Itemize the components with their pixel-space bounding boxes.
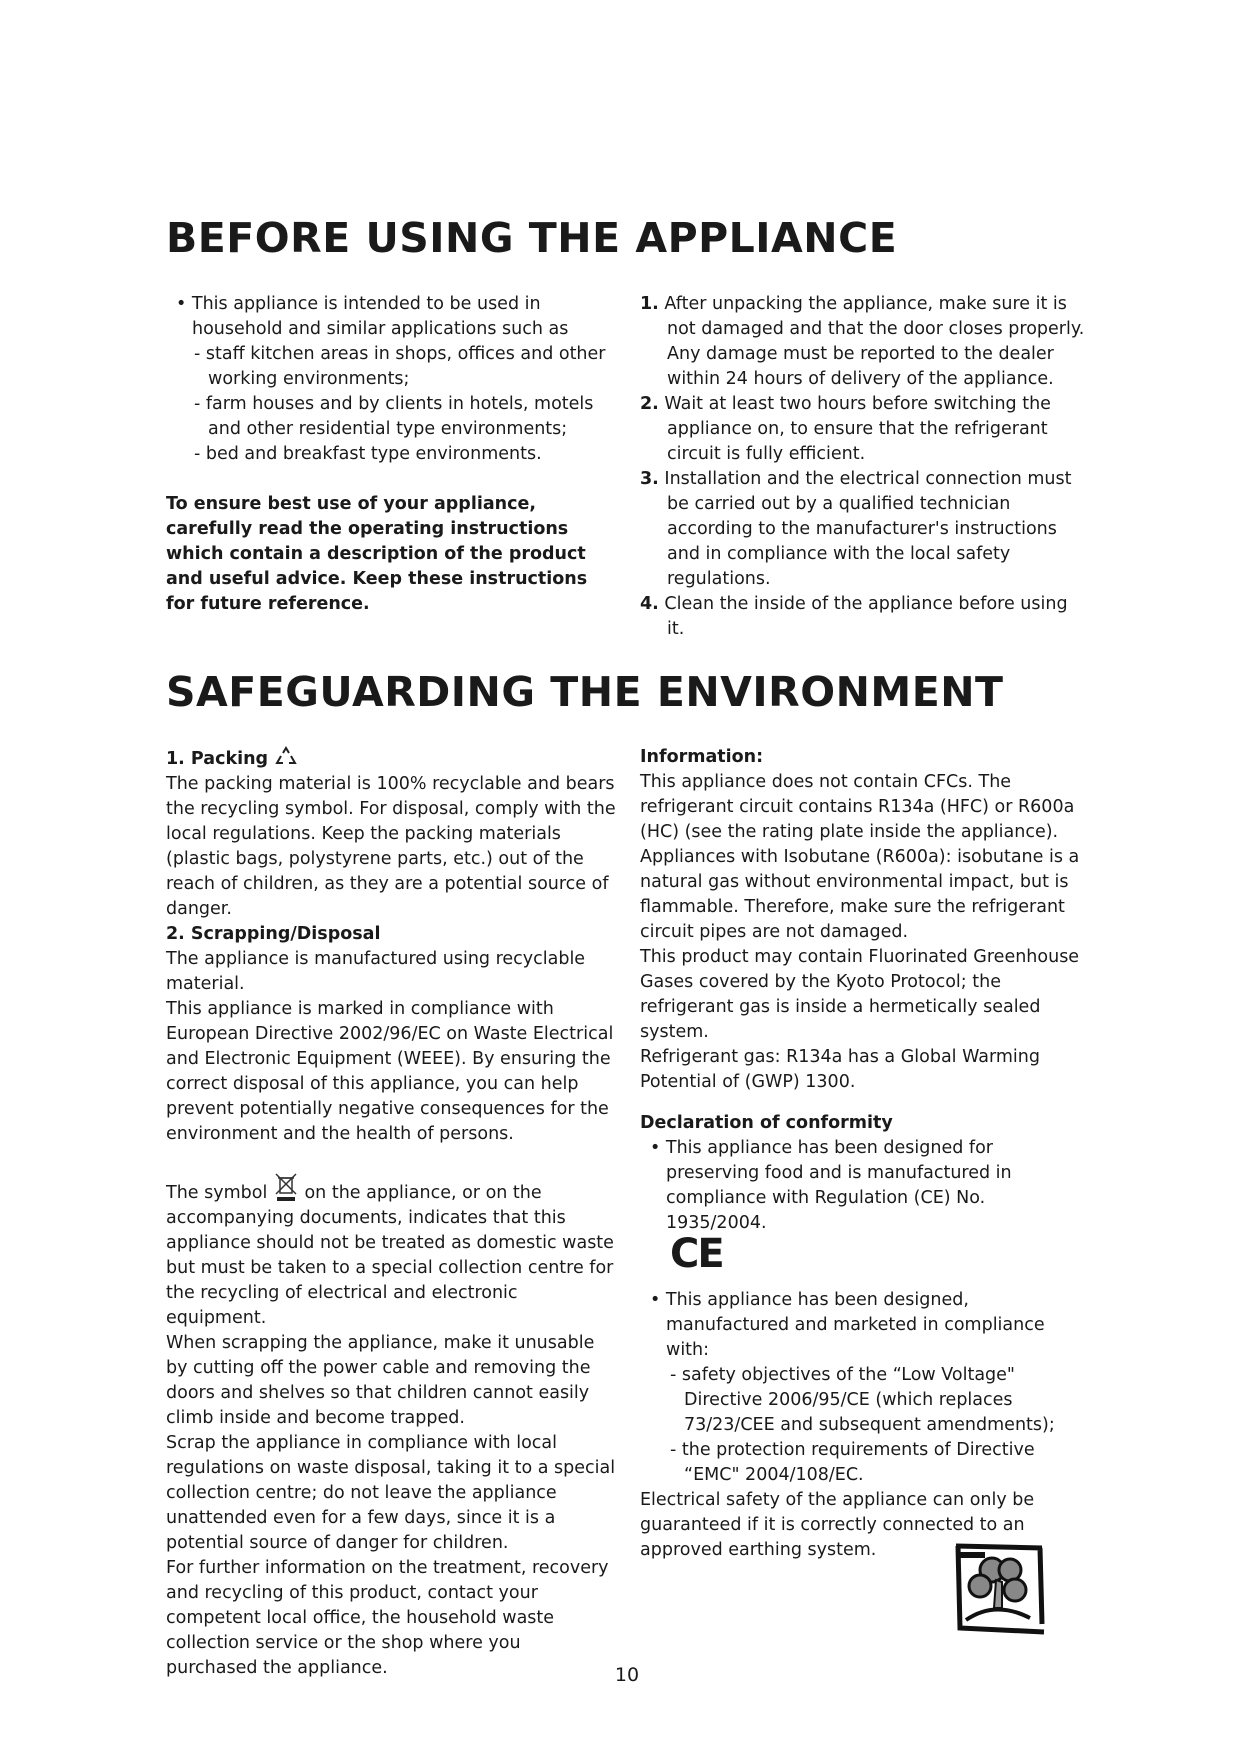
- before-using-right-column: [640, 292, 1085, 642]
- scrapping-paragraph: This appliance is marked in compliance with European Directive 2002/96/EC on Waste Electrical and Electronic Equipment (WEEE). By ensuring the correct disposal of this appliance, you can help prevent potentially negative consequences for the environment and the health of persons.: [166, 999, 614, 1144]
- ce-mark-icon: CE: [670, 1231, 723, 1277]
- recycling-icon: [274, 745, 298, 767]
- packing-text: The packing material is 100% recyclable and bears the recycling symbol. For disposal, comply with the local regulations. Keep the packing materials (plastic bags, polystyrene parts, etc.) out of the reach of children, as they are a potential source of danger.: [166, 774, 616, 919]
- step-item: [640, 392, 1085, 467]
- intended-use-text: This appliance is intended to be used in household and similar applications such as: [191, 294, 569, 339]
- section-title-environment: SAFEGUARDING THE ENVIRONMENT: [166, 668, 1004, 716]
- environment-left-column: [166, 745, 616, 1681]
- step-number: 2.: [640, 394, 659, 414]
- scrapping-paragraph: For further information on the treatment, recovery and recycling of this product, contact your competent local office, the household waste collection service or the shop where you purchased the appliance.: [166, 1558, 609, 1678]
- environment-tree-icon: [950, 1540, 1050, 1635]
- step-number: 4.: [640, 594, 659, 614]
- step-text: Clean the inside of the appliance before using it.: [664, 594, 1068, 639]
- declaration-paragraph: Electrical safety of the appliance can only be guaranteed if it is correctly connected to an approved earthing system.: [640, 1490, 1035, 1560]
- declaration-bullet: • This appliance has been designed for preserving food and is manufactured in compliance with Regulation (CE) No. 1935/2004.: [650, 1138, 1012, 1233]
- subitem: - bed and breakfast type environments.: [194, 444, 542, 464]
- declaration-bullet: • This appliance has been designed, manufactured and marketed in compliance with:: [650, 1290, 1045, 1360]
- step-text: After unpacking the appliance, make sure it is not damaged and that the door closes properly. Any damage must be reported to the dealer within 24 hours of delivery of the appliance.: [664, 294, 1085, 389]
- packing-heading-text: 1. Packing: [166, 749, 269, 769]
- weee-text-before: The symbol: [166, 1183, 268, 1203]
- subitem: - farm houses and by clients in hotels, motels and other residential type environments;: [194, 394, 594, 439]
- declaration-bullet-text: This appliance has been designed for preserving food and is manufactured in compliance with Regulation (CE) No. 1935/2004.: [665, 1138, 1012, 1233]
- step-item: [640, 467, 1085, 592]
- step-number: 3.: [640, 469, 659, 489]
- declaration-heading: Declaration of conformity: [640, 1113, 893, 1133]
- information-paragraph: This appliance does not contain CFCs. The refrigerant circuit contains R134a (HFC) or R600a (HC) (see the rating plate inside the appliance).: [640, 772, 1075, 842]
- weee-text-after: on the appliance, or on the accompanying documents, indicates that this appliance should not be treated as domestic waste but must be taken to a special collection centre for the recycling of electrical and electronic equipment.: [166, 1183, 614, 1328]
- step-item: [640, 592, 1085, 642]
- page-number: 10: [614, 1664, 640, 1686]
- intended-use-bullet: • This appliance is intended to be used in household and similar applications such as: [176, 294, 569, 339]
- information-paragraph: This product may contain Fluorinated Greenhouse Gases covered by the Kyoto Protocol; the refrigerant gas is inside a hermetically sealed system.: [640, 947, 1080, 1042]
- subitem: - staff kitchen areas in shops, offices and other working environments;: [194, 344, 606, 389]
- declaration-subitem: - the protection requirements of Directive “EMC" 2004/108/EC.: [670, 1440, 1035, 1485]
- packing-heading: [166, 745, 616, 772]
- before-using-left-column: [166, 292, 618, 617]
- step-text: Wait at least two hours before switching the appliance on, to ensure that the refrigerant circuit is fully efficient.: [664, 394, 1051, 464]
- weee-paragraph: [166, 1172, 616, 1331]
- environment-right-column: [640, 745, 1090, 1563]
- section-title-before-using: BEFORE USING THE APPLIANCE: [166, 214, 898, 262]
- declaration-bullet-text: This appliance has been designed, manufactured and marketed in compliance with:: [665, 1290, 1045, 1360]
- scrapping-paragraph: The appliance is manufactured using recyclable material.: [166, 949, 586, 994]
- scrapping-paragraph: When scrapping the appliance, make it unusable by cutting off the power cable and removing the doors and shelves so that children cannot easily climb inside and become trapped.: [166, 1333, 595, 1428]
- declaration-subitem: - safety objectives of the “Low Voltage" Directive 2006/95/CE (which replaces 73/23/CEE and subsequent amendments);: [670, 1365, 1055, 1435]
- crossed-bin-icon: [273, 1172, 299, 1202]
- step-item: [640, 292, 1085, 392]
- bold-note: To ensure best use of your appliance, carefully read the operating instructions which contain a description of the product and useful advice. Keep these instructions for future reference.: [166, 494, 588, 614]
- information-heading: Information:: [640, 747, 764, 767]
- scrapping-paragraph: Scrap the appliance in compliance with local regulations on waste disposal, taking it to a special collection centre; do not leave the appliance unattended even for a few days, since it is a potential source of danger for children.: [166, 1433, 616, 1553]
- scrapping-heading: 2. Scrapping/Disposal: [166, 924, 381, 944]
- step-number: 1.: [640, 294, 659, 314]
- information-paragraph: Appliances with Isobutane (R600a): isobutane is a natural gas without environmental impact, but is flammable. Therefore, make sure the refrigerant circuit pipes are not damaged.: [640, 847, 1080, 942]
- step-text: Installation and the electrical connection must be carried out by a qualified technician according to the manufacturer's instructions and in compliance with the local safety regulations.: [664, 469, 1072, 589]
- information-paragraph: Refrigerant gas: R134a has a Global Warming Potential of (GWP) 1300.: [640, 1047, 1040, 1092]
